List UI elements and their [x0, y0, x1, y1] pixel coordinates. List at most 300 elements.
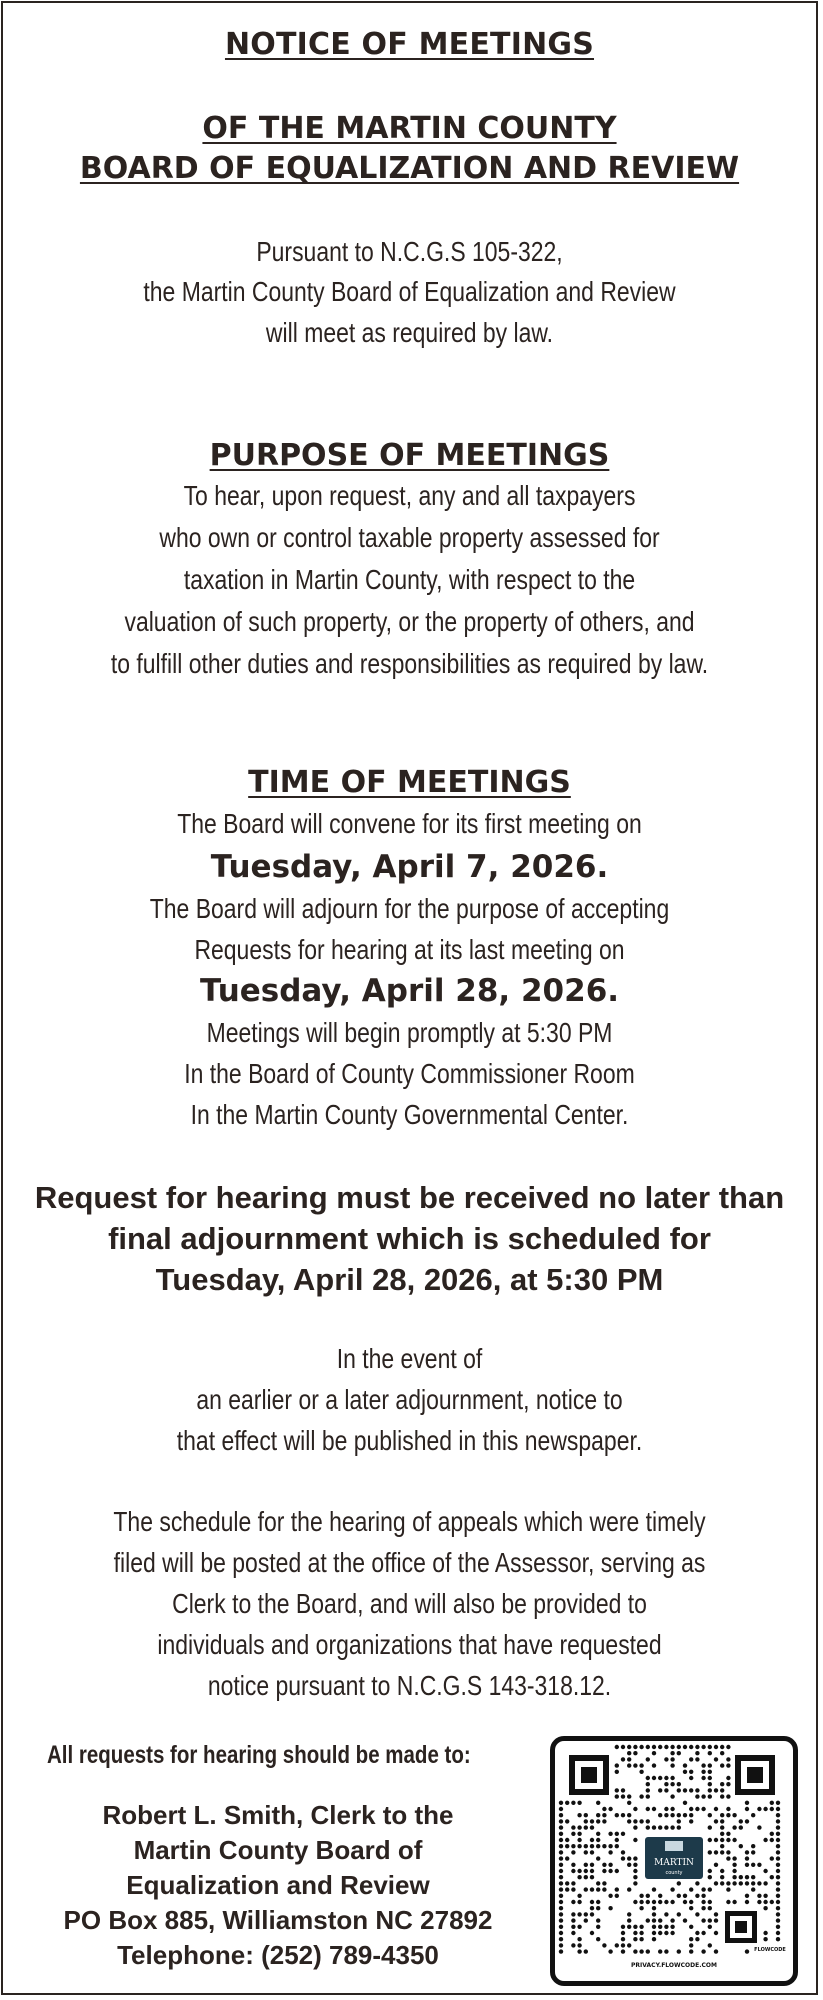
qr-module-dot	[627, 1863, 631, 1867]
qr-module-dot	[695, 1745, 699, 1749]
qr-module-dot	[776, 1912, 780, 1916]
qr-module-dot	[652, 1887, 656, 1891]
qr-module-dot	[658, 1918, 662, 1922]
qr-module-dot	[577, 1844, 581, 1848]
qr-module-dot	[590, 1825, 594, 1829]
qr-module-dot	[726, 1763, 730, 1767]
qr-module-dot	[714, 1807, 718, 1811]
martin-county-logo	[645, 1837, 703, 1879]
qr-module-dot	[577, 1943, 581, 1947]
qr-module-dot	[615, 1838, 619, 1842]
qr-module-dot	[571, 1900, 575, 1904]
qr-module-dot	[670, 1825, 674, 1829]
qr-module-dot	[633, 1763, 637, 1767]
qr-module-dot	[664, 1807, 668, 1811]
qr-module-dot	[726, 1813, 730, 1817]
qr-module-dot	[776, 1875, 780, 1879]
qr-module-dot	[602, 1863, 606, 1867]
qr-module-dot	[559, 1912, 563, 1916]
qr-module-dot	[571, 1801, 575, 1805]
qr-module-dot	[677, 1894, 681, 1898]
qr-module-dot	[590, 1819, 594, 1823]
qr-module-dot	[763, 1881, 767, 1885]
qr-module-dot	[571, 1912, 575, 1916]
qr-module-dot	[726, 1850, 730, 1854]
qr-module-dot	[652, 1745, 656, 1749]
qr-module-dot	[602, 1869, 606, 1873]
qr-module-dot	[714, 1949, 718, 1953]
qr-module-dot	[695, 1751, 699, 1755]
qr-module-dot	[770, 1807, 774, 1811]
qr-module-dot	[776, 1850, 780, 1854]
qr-module-dot	[708, 1751, 712, 1755]
qr-module-dot	[745, 1900, 749, 1904]
qr-module-dot	[652, 1937, 656, 1941]
qr-module-dot	[726, 1794, 730, 1798]
qr-module-dot	[590, 1900, 594, 1904]
qr-module-dot	[726, 1757, 730, 1761]
qr-module-dot	[689, 1925, 693, 1929]
qr-module-dot	[615, 1745, 619, 1749]
qr-module-dot	[776, 1881, 780, 1885]
qr-module-dot	[584, 1819, 588, 1823]
qr-module-dot	[701, 1949, 705, 1953]
svg-text:county: county	[665, 1870, 683, 1876]
qr-module-dot	[584, 1912, 588, 1916]
qr-module-dot	[559, 1807, 563, 1811]
qr-module-dot	[745, 1801, 749, 1805]
qr-module-dot	[757, 1863, 761, 1867]
qr-module-dot	[584, 1850, 588, 1854]
qr-module-dot	[664, 1757, 668, 1761]
qr-module-dot	[745, 1863, 749, 1867]
qr-module-dot	[639, 1931, 643, 1935]
qr-module-dot	[739, 1875, 743, 1879]
qr-module-dot	[615, 1844, 619, 1848]
schedule-line-3: Clerk to the Board, and will also be provided to	[172, 1588, 647, 1619]
qr-module-dot	[559, 1894, 563, 1898]
qr-module-dot	[689, 1937, 693, 1941]
qr-module-dot	[639, 1949, 643, 1953]
qr-module-dot	[559, 1838, 563, 1842]
qr-module-dot	[646, 1819, 650, 1823]
qr-finder-top-left	[569, 1755, 609, 1795]
qr-module-dot	[745, 1881, 749, 1885]
qr-module-dot	[565, 1856, 569, 1860]
qr-module-dot	[639, 1900, 643, 1904]
qr-module-dot	[714, 1931, 718, 1935]
qr-module-dot	[670, 1757, 674, 1761]
notice-subtitle-line2: BOARD OF EQUALIZATION AND REVIEW	[79, 151, 740, 186]
qr-module-dot	[745, 1856, 749, 1860]
qr-module-dot	[770, 1838, 774, 1842]
svg-text:MARTIN: MARTIN	[654, 1858, 694, 1868]
qr-module-dot	[615, 1887, 619, 1891]
qr-module-dot	[664, 1745, 668, 1749]
qr-module-dot	[695, 1912, 699, 1916]
qr-module-dot	[664, 1949, 668, 1953]
qr-module-dot	[677, 1788, 681, 1792]
qr-module-dot	[720, 1838, 724, 1842]
qr-module-dot	[683, 1894, 687, 1898]
qr-module-dot	[652, 1825, 656, 1829]
qr-module-dot	[683, 1813, 687, 1817]
qr-module-dot	[559, 1863, 563, 1867]
qr-module-dot	[639, 1906, 643, 1910]
qr-module-dot	[596, 1819, 600, 1823]
qr-module-dot	[615, 1770, 619, 1774]
time-line-2: The Board will adjourn for the purpose of accepting	[149, 893, 670, 924]
qr-module-dot	[689, 1900, 693, 1904]
qr-module-dot	[559, 1875, 563, 1879]
qr-module-dot	[652, 1763, 656, 1767]
qr-module-dot	[751, 1875, 755, 1879]
qr-module-dot	[745, 1949, 749, 1953]
qr-module-dot	[732, 1863, 736, 1867]
qr-module-dot	[571, 1869, 575, 1873]
qr-module-dot	[726, 1838, 730, 1842]
qr-module-dot	[633, 1931, 637, 1935]
qr-module-dot	[571, 1931, 575, 1935]
qr-module-dot	[646, 1825, 650, 1829]
qr-module-dot	[708, 1875, 712, 1879]
qr-module-dot	[608, 1869, 612, 1873]
qr-module-dot	[664, 1925, 668, 1929]
qr-module-dot	[590, 1869, 594, 1873]
qr-module-dot	[596, 1832, 600, 1836]
qr-module-dot	[720, 1844, 724, 1848]
qr-module-dot	[652, 1912, 656, 1916]
qr-module-dot	[577, 1925, 581, 1929]
qr-module-dot	[584, 1844, 588, 1848]
contact-line-4: PO Box 885, Williamston NC 27892	[63, 1905, 493, 1935]
qr-module-dot	[664, 1900, 668, 1904]
qr-module-dot	[720, 1819, 724, 1823]
qr-module-dot	[776, 1906, 780, 1910]
qr-module-dot	[708, 1770, 712, 1774]
qr-module-dot	[726, 1881, 730, 1885]
qr-module-dot	[701, 1900, 705, 1904]
qr-module-dot	[776, 1863, 780, 1867]
qr-module-dot	[726, 1887, 730, 1891]
qr-module-dot	[577, 1813, 581, 1817]
intro-line-1: Pursuant to N.C.G.S 105-322,	[256, 236, 563, 267]
qr-module-dot	[584, 1825, 588, 1829]
qr-module-dot	[670, 1918, 674, 1922]
schedule-line-5: notice pursuant to N.C.G.S 143-318.12.	[207, 1670, 612, 1701]
qr-module-dot	[708, 1906, 712, 1910]
qr-module-dot	[714, 1850, 718, 1854]
qr-module-dot	[621, 1794, 625, 1798]
qr-module-dot	[720, 1875, 724, 1879]
purpose-line-3: taxation in Martin County, with respect to the	[183, 564, 636, 595]
qr-module-dot	[720, 1751, 724, 1755]
qr-module-dot	[559, 1918, 563, 1922]
qr-module-dot	[732, 1881, 736, 1885]
qr-module-dot	[559, 1850, 563, 1854]
qr-module-dot	[689, 1788, 693, 1792]
time-line-4: Meetings will begin promptly at 5:30 PM	[206, 1017, 613, 1048]
qr-module-dot	[751, 1863, 755, 1867]
qr-module-dot	[658, 1788, 662, 1792]
qr-module-dot	[683, 1918, 687, 1922]
qr-module-dot	[701, 1745, 705, 1749]
contact-intro: All requests for hearing should be made to:	[47, 1741, 471, 1769]
qr-module-dot	[559, 1925, 563, 1929]
qr-module-dot	[751, 1887, 755, 1891]
qr-module-dot	[720, 1881, 724, 1885]
qr-module-dot	[708, 1763, 712, 1767]
qr-module-dot	[683, 1788, 687, 1792]
qr-module-dot	[621, 1943, 625, 1947]
qr-module-dot	[708, 1943, 712, 1947]
qr-module-dot	[639, 1894, 643, 1898]
qr-module-dot	[602, 1887, 606, 1891]
qr-module-dot	[720, 1832, 724, 1836]
flowcode-side-text: FLOWCODE	[754, 1947, 786, 1953]
qr-module-dot	[689, 1776, 693, 1780]
purpose-line-4: valuation of such property, or the property of others, and	[124, 606, 695, 637]
purpose-line-2: who own or control taxable property assessed for	[159, 522, 660, 553]
qr-module-dot	[689, 1813, 693, 1817]
qr-module-dot	[565, 1838, 569, 1842]
qr-module-dot	[596, 1838, 600, 1842]
qr-module-dot	[627, 1763, 631, 1767]
qr-module-dot	[708, 1776, 712, 1780]
qr-module-dot	[627, 1918, 631, 1922]
qr-module-dot	[627, 1801, 631, 1805]
qr-module-dot	[683, 1763, 687, 1767]
qr-module-dot	[701, 1770, 705, 1774]
flowcode-url-text: PRIVACY.FLOWCODE.COM	[631, 1962, 717, 1969]
qr-module-dot	[695, 1794, 699, 1798]
qr-module-dot	[670, 1900, 674, 1904]
qr-module-dot	[646, 1788, 650, 1792]
time-line-3: Requests for hearing at its last meeting on	[194, 934, 625, 965]
qr-module-dot	[608, 1894, 612, 1898]
qr-module-dot	[658, 1894, 662, 1898]
qr-module-dot	[627, 1943, 631, 1947]
qr-module-dot	[584, 1813, 588, 1817]
qr-module-dot	[770, 1856, 774, 1860]
qr-module-dot	[633, 1925, 637, 1929]
qr-module-dot	[770, 1875, 774, 1879]
qr-code[interactable]	[550, 1736, 798, 1986]
qr-module-dot	[596, 1937, 600, 1941]
qr-module-dot	[677, 1819, 681, 1823]
qr-module-dot	[714, 1918, 718, 1922]
qr-module-dot	[596, 1906, 600, 1910]
qr-module-dot	[745, 1850, 749, 1854]
qr-module-dot	[652, 1906, 656, 1910]
qr-module-dot	[565, 1887, 569, 1891]
qr-module-dot	[670, 1745, 674, 1749]
qr-module-dot	[776, 1894, 780, 1898]
qr-module-dot	[720, 1745, 724, 1749]
qr-module-dot	[584, 1949, 588, 1953]
qr-module-dot	[658, 1900, 662, 1904]
request-line-3: Tuesday, April 28, 2026, at 5:30 PM	[155, 1262, 664, 1297]
qr-finder-bottom-right	[725, 1911, 757, 1943]
qr-module-dot	[739, 1881, 743, 1885]
qr-module-dot	[602, 1813, 606, 1817]
qr-module-dot	[559, 1949, 563, 1953]
qr-module-dot	[689, 1757, 693, 1761]
qr-module-dot	[776, 1807, 780, 1811]
qr-module-dot	[633, 1838, 637, 1842]
qr-module-dot	[689, 1807, 693, 1811]
qr-module-dot	[757, 1825, 761, 1829]
qr-module-dot	[757, 1900, 761, 1904]
qr-module-dot	[701, 1776, 705, 1780]
qr-module-dot	[571, 1918, 575, 1922]
qr-module-dot	[608, 1863, 612, 1867]
qr-module-dot	[708, 1813, 712, 1817]
qr-module-dot	[559, 1943, 563, 1947]
qr-module-dot	[565, 1844, 569, 1848]
qr-module-dot	[633, 1819, 637, 1823]
contact-line-1: Robert L. Smith, Clerk to the	[102, 1800, 454, 1830]
qr-module-dot	[577, 1894, 581, 1898]
qr-module-dot	[695, 1757, 699, 1761]
schedule-line-1: The schedule for the hearing of appeals which were timely	[113, 1506, 706, 1537]
qr-module-dot	[559, 1881, 563, 1885]
qr-module-dot	[670, 1807, 674, 1811]
qr-module-dot	[670, 1925, 674, 1929]
qr-module-dot	[689, 1745, 693, 1749]
qr-module-dot	[763, 1906, 767, 1910]
qr-module-dot	[596, 1801, 600, 1805]
qr-module-dot	[608, 1832, 612, 1836]
qr-module-dot	[770, 1801, 774, 1805]
qr-module-dot	[608, 1850, 612, 1854]
qr-module-dot	[714, 1819, 718, 1823]
qr-module-dot	[559, 1937, 563, 1941]
qr-module-dot	[776, 1832, 780, 1836]
qr-module-dot	[559, 1900, 563, 1904]
qr-module-dot	[763, 1838, 767, 1842]
qr-module-dot	[602, 1844, 606, 1848]
qr-module-dot	[776, 1931, 780, 1935]
qr-module-dot	[627, 1757, 631, 1761]
qr-module-dot	[633, 1875, 637, 1879]
qr-module-dot	[745, 1894, 749, 1898]
qr-module-dot	[670, 1794, 674, 1798]
qr-module-dot	[639, 1819, 643, 1823]
qr-module-dot	[621, 1788, 625, 1792]
qr-module-dot	[577, 1937, 581, 1941]
qr-module-dot	[646, 1794, 650, 1798]
purpose-line-5: to fulfill other duties and responsibilities as required by law.	[110, 648, 709, 679]
qr-module-dot	[701, 1807, 705, 1811]
qr-module-dot	[633, 1881, 637, 1885]
qr-module-dot	[577, 1801, 581, 1805]
qr-module-dot	[776, 1801, 780, 1805]
qr-module-dot	[770, 1832, 774, 1836]
qr-module-dot	[732, 1813, 736, 1817]
qr-module-dot	[726, 1782, 730, 1786]
qr-module-dot	[571, 1881, 575, 1885]
qr-module-dot	[646, 1918, 650, 1922]
first-meeting-date: Tuesday, April 7, 2026.	[210, 849, 609, 885]
qr-module-dot	[683, 1745, 687, 1749]
qr-module-dot	[720, 1813, 724, 1817]
qr-module-dot	[708, 1887, 712, 1891]
qr-module-dot	[695, 1807, 699, 1811]
qr-module-dot	[664, 1776, 668, 1780]
qr-module-dot	[627, 1813, 631, 1817]
qr-module-dot	[608, 1949, 612, 1953]
qr-module-dot	[689, 1906, 693, 1910]
qr-module-dot	[559, 1825, 563, 1829]
qr-module-dot	[639, 1925, 643, 1929]
qr-module-dot	[726, 1900, 730, 1904]
qr-module-dot	[559, 1906, 563, 1910]
qr-module-dot	[621, 1850, 625, 1854]
time-heading: TIME OF MEETINGS	[248, 765, 571, 800]
qr-module-dot	[776, 1813, 780, 1817]
qr-module-dot	[677, 1813, 681, 1817]
qr-module-dot	[757, 1894, 761, 1898]
last-meeting-date: Tuesday, April 28, 2026.	[199, 973, 620, 1009]
qr-module-dot	[590, 1931, 594, 1935]
qr-module-dot	[608, 1844, 612, 1848]
qr-module-dot	[602, 1807, 606, 1811]
qr-module-dot	[726, 1745, 730, 1749]
qr-module-dot	[708, 1745, 712, 1749]
qr-module-dot	[646, 1900, 650, 1904]
qr-code-graphic	[555, 1741, 793, 1981]
qr-module-dot	[732, 1856, 736, 1860]
qr-module-dot	[590, 1887, 594, 1891]
qr-module-dot	[720, 1825, 724, 1829]
request-line-2: final adjournment which is scheduled for	[108, 1221, 711, 1256]
qr-module-dot	[776, 1819, 780, 1823]
qr-module-dot	[763, 1931, 767, 1935]
qr-module-dot	[763, 1869, 767, 1873]
qr-module-dot	[565, 1881, 569, 1885]
qr-module-dot	[670, 1931, 674, 1935]
time-line-1: The Board will convene for its first meeting on	[177, 808, 642, 839]
qr-module-dot	[652, 1776, 656, 1780]
purpose-heading: PURPOSE OF MEETINGS	[209, 438, 610, 473]
qr-module-dot	[664, 1825, 668, 1829]
event-line-1: In the event of	[336, 1343, 483, 1374]
qr-module-dot	[658, 1813, 662, 1817]
qr-module-dot	[763, 1894, 767, 1898]
qr-module-dot	[571, 1943, 575, 1947]
qr-module-dot	[646, 1782, 650, 1786]
qr-module-dot	[751, 1850, 755, 1854]
qr-module-dot	[608, 1807, 612, 1811]
qr-module-dot	[732, 1869, 736, 1873]
qr-module-dot	[745, 1807, 749, 1811]
qr-module-dot	[646, 1894, 650, 1898]
qr-module-dot	[602, 1881, 606, 1885]
qr-module-dot	[615, 1788, 619, 1792]
qr-module-dot	[732, 1900, 736, 1904]
schedule-line-2: filed will be posted at the office of the Assessor, serving as	[113, 1547, 706, 1578]
qr-module-dot	[677, 1782, 681, 1786]
qr-module-dot	[776, 1887, 780, 1891]
qr-module-dot	[559, 1869, 563, 1873]
qr-module-dot	[757, 1807, 761, 1811]
qr-module-dot	[627, 1819, 631, 1823]
qr-module-dot	[571, 1825, 575, 1829]
qr-module-dot	[633, 1937, 637, 1941]
qr-module-dot	[701, 1794, 705, 1798]
qr-module-dot	[559, 1844, 563, 1848]
